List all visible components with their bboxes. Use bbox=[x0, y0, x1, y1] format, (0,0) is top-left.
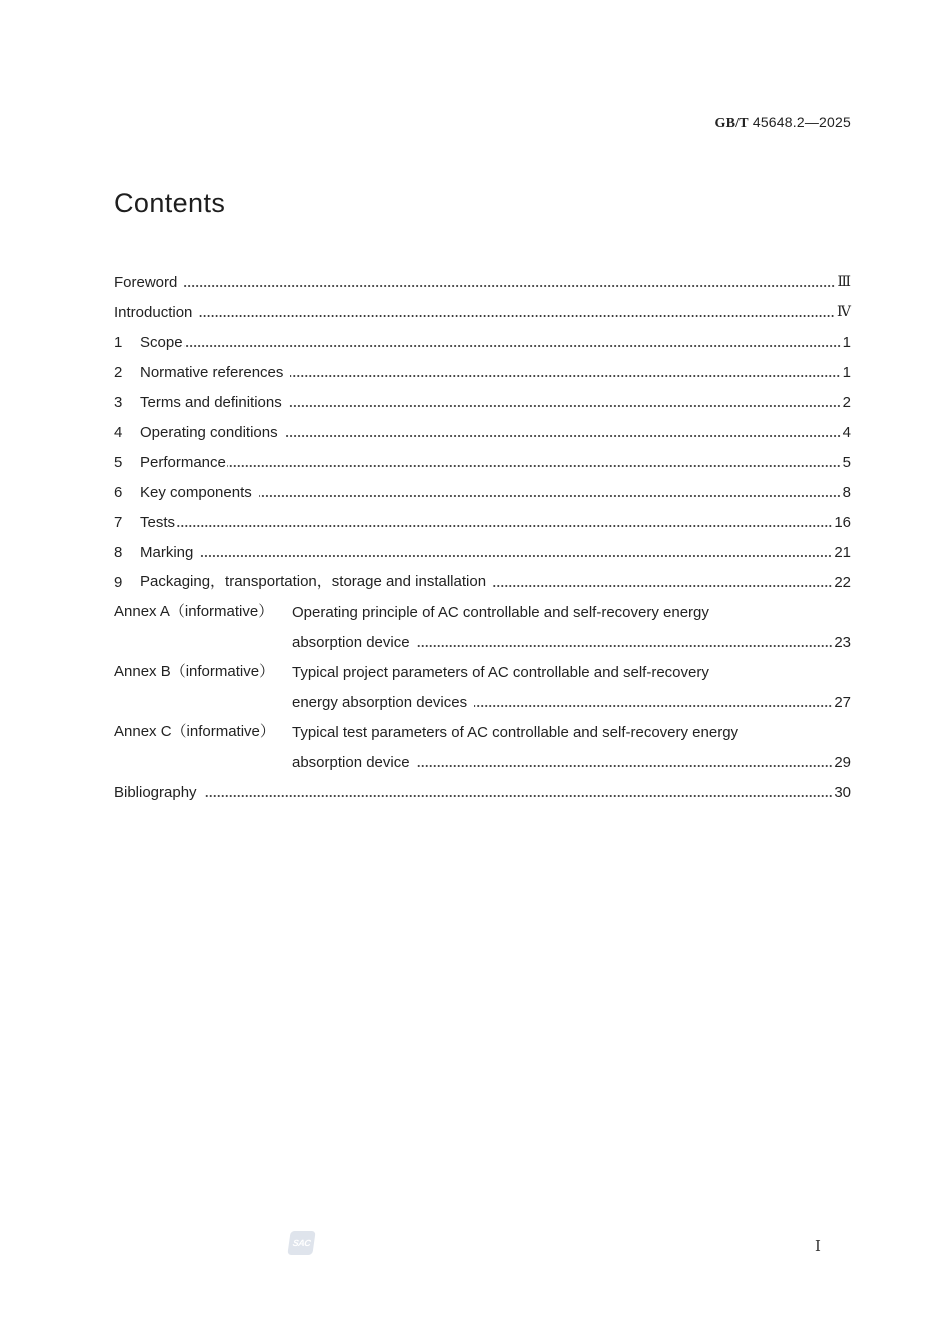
clause-number: 9 bbox=[114, 574, 123, 591]
dot-leader bbox=[199, 315, 835, 317]
toc-entry-label: Packaging，transportation，storage and installation bbox=[140, 573, 487, 590]
clause-number: 6 bbox=[114, 484, 123, 501]
sac-logo-icon: SAC bbox=[287, 1231, 315, 1255]
toc-page-number: 30 bbox=[834, 784, 851, 801]
dot-leader bbox=[417, 765, 833, 767]
annex-title-line2: absorption device bbox=[292, 634, 410, 651]
toc-entry-label: Scope bbox=[140, 334, 183, 351]
toc-entry-annex-c[interactable] bbox=[114, 717, 851, 747]
toc-entry-bibliography[interactable] bbox=[114, 777, 851, 807]
annex-identifier: Annex C（informative） bbox=[114, 723, 275, 740]
dot-leader bbox=[227, 465, 841, 467]
clause-number: 4 bbox=[114, 424, 123, 441]
dot-leader bbox=[176, 525, 832, 527]
annex-title-line1: Operating principle of AC controllable and self-recovery energy bbox=[292, 604, 709, 621]
dot-leader bbox=[200, 555, 832, 557]
clause-number: 2 bbox=[114, 364, 123, 381]
toc-page-number: Ⅲ bbox=[837, 275, 851, 290]
dot-leader bbox=[474, 705, 832, 707]
page-title: Contents bbox=[114, 188, 226, 218]
toc-entry-label: Marking bbox=[140, 544, 194, 561]
toc-page-number: 23 bbox=[834, 634, 851, 651]
toc-page-number: 27 bbox=[834, 694, 851, 711]
toc-entry-annex-a-continued[interactable] bbox=[114, 627, 851, 657]
toc-entry-introduction[interactable] bbox=[114, 297, 851, 327]
toc-entry-label: Performance bbox=[140, 454, 226, 471]
clause-number: 1 bbox=[114, 334, 123, 351]
toc-entry-foreword[interactable] bbox=[114, 267, 851, 297]
annex-title-line2: energy absorption devices bbox=[292, 694, 468, 711]
dot-leader bbox=[259, 495, 841, 497]
toc-entry-clause-4[interactable] bbox=[114, 417, 851, 447]
toc-entry-clause-5[interactable] bbox=[114, 447, 851, 477]
toc-entry-annex-a[interactable] bbox=[114, 597, 851, 627]
toc-page-number: 16 bbox=[834, 514, 851, 531]
dot-leader bbox=[493, 585, 832, 587]
document-identifier bbox=[714, 114, 851, 132]
toc-entry-clause-7[interactable] bbox=[114, 507, 851, 537]
annex-identifier: Annex A（informative） bbox=[114, 603, 274, 620]
dot-leader bbox=[204, 795, 833, 797]
page-number: Ⅰ bbox=[815, 1239, 821, 1255]
toc-entry-label: Foreword bbox=[114, 274, 178, 291]
toc-entry-label: Tests bbox=[140, 514, 176, 531]
toc-page-number: Ⅳ bbox=[837, 305, 851, 320]
toc-entry-clause-8[interactable] bbox=[114, 537, 851, 567]
toc-entry-label: Normative references bbox=[140, 364, 284, 381]
toc-entry-annex-b-continued[interactable] bbox=[114, 687, 851, 717]
toc-entry-clause-1[interactable] bbox=[114, 327, 851, 357]
annex-title-line1: Typical test parameters of AC controllable and self-recovery energy bbox=[292, 724, 739, 741]
clause-number: 8 bbox=[114, 544, 123, 561]
toc-page-number: 2 bbox=[842, 394, 851, 411]
toc-entry-label: Introduction bbox=[114, 304, 193, 321]
toc-entry-annex-b[interactable] bbox=[114, 657, 851, 687]
toc-page-number: 21 bbox=[834, 544, 851, 561]
table-of-contents bbox=[114, 267, 851, 807]
toc-page-number: 22 bbox=[834, 574, 851, 591]
dot-leader bbox=[290, 375, 840, 377]
clause-number: 3 bbox=[114, 394, 123, 411]
toc-page-number: 5 bbox=[842, 454, 851, 471]
clause-number: 5 bbox=[114, 454, 123, 471]
dot-leader bbox=[285, 435, 841, 437]
standard-prefix: GB/T bbox=[714, 116, 749, 131]
toc-entry-label: Bibliography bbox=[114, 784, 197, 801]
toc-page-number: 1 bbox=[842, 334, 851, 351]
toc-entry-label: Key components bbox=[140, 484, 252, 501]
dot-leader bbox=[417, 645, 833, 647]
dot-leader bbox=[289, 405, 841, 407]
toc-page-number: 8 bbox=[842, 484, 851, 501]
clause-number: 7 bbox=[114, 514, 123, 531]
toc-page-number: 1 bbox=[842, 364, 851, 381]
annex-title-line1: Typical project parameters of AC controllable and self-recovery bbox=[292, 664, 709, 681]
dot-leader bbox=[184, 285, 835, 287]
annex-title-line2: absorption device bbox=[292, 754, 410, 771]
standard-number: 45648.2—2025 bbox=[748, 114, 851, 130]
toc-entry-clause-6[interactable] bbox=[114, 477, 851, 507]
toc-entry-clause-3[interactable] bbox=[114, 387, 851, 417]
toc-page-number: 4 bbox=[842, 424, 851, 441]
toc-entry-clause-2[interactable] bbox=[114, 357, 851, 387]
dot-leader bbox=[184, 345, 841, 347]
toc-page-number: 29 bbox=[834, 754, 851, 771]
toc-entry-label: Terms and definitions bbox=[140, 394, 282, 411]
toc-entry-clause-9[interactable] bbox=[114, 567, 851, 597]
toc-entry-label: Operating conditions bbox=[140, 424, 278, 441]
annex-identifier: Annex B（informative） bbox=[114, 663, 275, 680]
toc-entry-annex-c-continued[interactable] bbox=[114, 747, 851, 777]
